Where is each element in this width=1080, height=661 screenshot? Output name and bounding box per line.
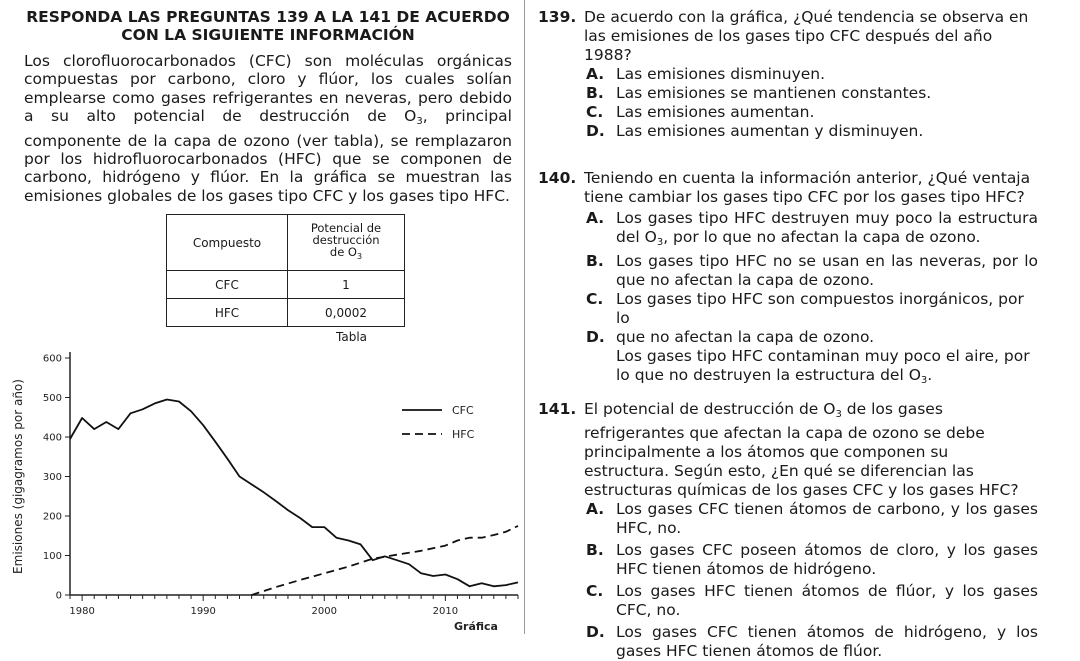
option-letter: D.	[586, 328, 605, 346]
x-tick-label: 2000	[311, 606, 337, 617]
option-letter: C.	[586, 103, 604, 121]
option-text-part-1: Los gases tipo HFC destruyen muy poco la estructura del O	[616, 209, 1038, 246]
option-text: Las emisiones aumentan.	[616, 103, 815, 121]
question-141	[538, 400, 1038, 500]
answer-option[interactable]	[586, 122, 1038, 141]
y-tick-label: 300	[42, 472, 62, 483]
table-row	[167, 271, 405, 299]
potential-header-line-2: destrucción	[312, 233, 380, 247]
option-letter: C.	[586, 582, 604, 600]
option-text: Los gases CFC tienen átomos de hidrógeno, y los gases HFC tienen átomos de flúor.	[616, 623, 1038, 660]
question-text	[584, 400, 1038, 500]
x-tick-label: 1980	[69, 606, 95, 617]
question-text-part-2: de los gases refrigerantes que afectan la capa de ozono se debe principalmente a los átomos que componen su estructura. Según esto, ¿En qué se diferencian las estructuras químicas de los gases CFC y los gases HFC?	[584, 400, 1019, 499]
answer-option[interactable]	[586, 103, 1038, 122]
option-text: Las emisiones se mantienen constantes.	[616, 84, 932, 102]
option-letter: B.	[586, 541, 604, 559]
answer-option[interactable]	[586, 290, 1038, 328]
option-text-part-2: , por lo que no afectan la capa de ozono.	[663, 228, 981, 246]
question-number: 140.	[538, 169, 577, 187]
heading-line-1: RESPONDA LAS PREGUNTAS 139 A LA 141 DE ACUERDO	[26, 8, 510, 26]
potential-header-line-3	[288, 246, 404, 263]
option-text-part-2: .	[927, 366, 933, 384]
heading-line-2: CON LA SIGUIENTE INFORMACIÓN	[121, 26, 415, 44]
y-tick-label: 100	[42, 551, 62, 562]
option-text: Las emisiones disminuyen.	[616, 65, 826, 83]
answer-option[interactable]	[586, 582, 1038, 620]
question-text: De acuerdo con la gráfica, ¿Qué tendencia se observa en las emisiones de los gases tipo CFC después del año 1988?	[584, 8, 1029, 64]
option-subscript: 3	[920, 375, 928, 386]
y-tick-label: 400	[42, 432, 62, 444]
intro-subscript: 3	[416, 116, 423, 128]
question-subscript: 3	[835, 409, 842, 420]
y-tick-label: 200	[42, 511, 62, 523]
emissions-chart	[0, 340, 520, 634]
option-letter: A.	[586, 65, 605, 83]
answer-option[interactable]	[586, 84, 1038, 103]
option-text-part-1: Los gases tipo HFC contaminan muy poco el aire, por lo que no destruyen la estructura del O	[616, 347, 1030, 384]
intro-part-2: , principal componente de la capa de ozono (ver tabla), se remplazaron por los hidrofluorocarbonados (HFC) que se componen de carbono, hidrógeno y flúor. En la gráfica se muestran las emisiones globales de los gases tipo CFC y los gases tipo HFC.	[24, 107, 512, 205]
x-tick-label: 1990	[190, 606, 216, 617]
series-line-cfc	[70, 400, 518, 587]
option-letter: D.	[586, 122, 605, 140]
option-text: Las emisiones aumentan y disminuyen.	[616, 122, 924, 140]
x-tick-label: 2010	[432, 606, 459, 617]
option-letter: A.	[586, 500, 605, 518]
option-text: Los gases CFC tienen átomos de carbono, y los gases HFC, no.	[616, 500, 1038, 537]
option-text: Los gases HFC tienen átomos de flúor, y los gases CFC, no.	[616, 582, 1038, 619]
intro-paragraph	[24, 52, 512, 205]
table-cell-compound: CFC	[167, 271, 288, 299]
option-letter: B.	[586, 84, 604, 102]
y-tick-label: 0	[55, 590, 62, 602]
table-cell-value: 1	[288, 271, 405, 299]
answer-option[interactable]	[586, 623, 1038, 661]
table-row	[167, 299, 405, 327]
potential-header-o: de O	[329, 245, 357, 259]
table-cell-compound: HFC	[167, 299, 288, 327]
y-tick-label: 500	[42, 393, 62, 404]
y-axis-label: Emisiones (gigagramos por año)	[11, 379, 25, 574]
legend-label-cfc: CFC	[452, 404, 474, 417]
option-text: Los gases CFC poseen átomos de cloro, y los gases HFC tienen átomos de hidrógeno.	[616, 541, 1038, 578]
answer-option-continuation	[586, 347, 1038, 390]
option-text: Los gases tipo HFC no se usan en las neveras, por lo que no afectan la capa de ozono.	[616, 252, 1038, 289]
answer-option[interactable]	[586, 252, 1038, 290]
ozone-potential-table	[166, 214, 405, 327]
question-139	[538, 8, 1038, 65]
answer-option[interactable]	[586, 541, 1038, 579]
intro-part-1: Los clorofluorocarbonados (CFC) son moléculas orgánicas compuestas por carbono, cloro y flúor, los cuales solían emplearse como gases refrigerantes en neveras, pero debido a su alto potencial de destrucción de O	[24, 52, 512, 126]
table-header-potential	[288, 215, 405, 271]
potential-header-subscript: 3	[357, 252, 363, 261]
question-140	[538, 169, 1038, 207]
option-text: Los gases tipo HFC son compuestos inorgánicos, por lo	[616, 290, 1024, 327]
legend-label-hfc: HFC	[452, 428, 475, 441]
y-tick-label: 600	[42, 353, 62, 365]
questions-column	[538, 8, 1038, 661]
table-cell-value: 0,0002	[288, 299, 405, 327]
option-letter: C.	[586, 290, 604, 308]
answer-option[interactable]	[586, 65, 1038, 84]
answer-option[interactable]	[586, 500, 1038, 538]
answer-option[interactable]	[586, 328, 1038, 347]
option-letter: D.	[586, 623, 605, 641]
option-letter: A.	[586, 209, 605, 227]
answer-option[interactable]	[586, 209, 1038, 252]
option-subscript: 3	[656, 237, 664, 248]
column-divider	[524, 0, 525, 634]
option-text: que no afectan la capa de ozono.	[616, 328, 875, 346]
question-number: 141.	[538, 400, 577, 418]
option-letter: B.	[586, 252, 604, 270]
section-heading	[24, 8, 512, 44]
chart-caption: Gráfica	[454, 620, 498, 633]
potential-header-line-1: Potencial de	[310, 221, 382, 235]
table-caption: Tabla	[336, 330, 368, 344]
table-header-compound: Compuesto	[167, 215, 288, 271]
question-text-part-1: El potencial de destrucción de O	[584, 400, 836, 418]
question-text: Teniendo en cuenta la información anterior, ¿Qué ventaja tiene cambiar los gases tipo CFC por los gases tipo HFC?	[584, 169, 1031, 206]
info-column	[24, 8, 512, 205]
question-number: 139.	[538, 8, 577, 26]
